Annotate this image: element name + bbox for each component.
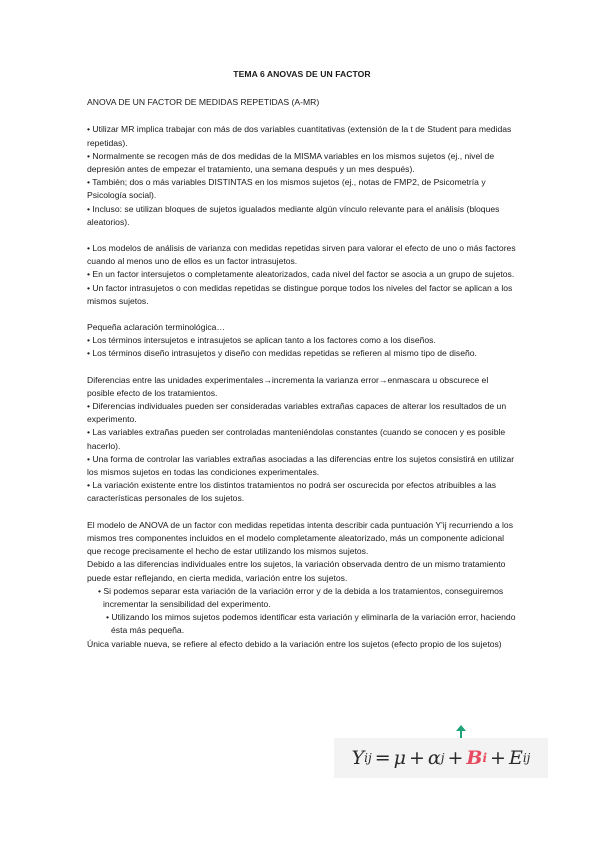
formula-alpha-sub: j: [440, 751, 445, 765]
block-terminology: [87, 321, 517, 361]
block-models: [87, 242, 517, 308]
paragraph: Única variable nueva, se refiere al efecto debido a la variación entre los sujetos (efecto propio de los sujetos): [87, 638, 502, 649]
block-differences: [87, 374, 517, 506]
paragraph-heading: Pequeña aclaración terminológica…: [87, 322, 226, 333]
formula-B-sub: i: [482, 751, 488, 765]
sub-sub-bullet: • Utilizando los mimos sujetos podemos identificar esta variación y eliminarla de la variación error, haciendo ésta más pequeña.: [106, 612, 516, 636]
block-model: [87, 519, 517, 651]
bullet: • Diferencias individuales pueden ser consideradas variables extrañas capaces de alterar los resultados de un experimento.: [87, 401, 507, 425]
bullet: • Los términos intersujetos e intrasujetos se aplican tanto a los factores como a los diseños.: [87, 335, 436, 346]
formula-Y-sub: ij: [364, 751, 372, 765]
document-page: [87, 68, 517, 651]
block-intro: [87, 123, 517, 229]
bullet: • Los modelos de análisis de varianza con medidas repetidas sirven para valorar el efecto de uno o más factores cuando al menos uno de ellos es un factor intrasujetos.: [87, 243, 516, 267]
formula-equals: =: [374, 747, 391, 769]
formula-E-sub: ij: [522, 751, 531, 765]
bullet: • Un factor intrasujetos o con medidas repetidas se distingue porque todos los niveles del factor se aplican a los mismos sujetos.: [87, 282, 513, 306]
formula-plus: +: [447, 747, 464, 769]
formula-Y: Y: [351, 747, 365, 769]
bullet: • La variación existente entre los distintos tratamientos no podrá ser oscurecida por efectos atribuibles a las características personales de los sujetos.: [87, 480, 497, 504]
bullet: • Normalmente se recogen más de dos medidas de la MISMA variables en los mismos sujetos (ej., nivel de depresión antes de empezar el tratamiento, una semana después y un mes después).: [87, 150, 495, 175]
formula-alpha: α: [427, 747, 441, 769]
formula-B: B: [466, 747, 483, 769]
paragraph: El modelo de ANOVA de un factor con medidas repetidas intenta describir cada puntuación Y'ij recurriendo a los mismos tres componentes incluidos en el modelo completamente aleatorizado, más un componente adicional que recoge precisamente el hecho de estar utilizando los mismos sujetos.: [87, 519, 514, 557]
bullet: • Incluso: se utilizan bloques de sujetos igualados mediante algún vínculo relevante para el análisis (bloques aleatorios).: [87, 203, 500, 227]
section-heading: ANOVA DE UN FACTOR DE MEDIDAS REPETIDAS (A-MR): [87, 97, 320, 108]
formula-plus: +: [490, 747, 506, 769]
formula-plus: +: [408, 747, 425, 769]
page-title: TEMA 6 ANOVAS DE UN FACTOR: [233, 69, 371, 79]
formula-mu: μ: [393, 747, 406, 769]
up-arrow-icon: [454, 725, 468, 739]
formula-image: [334, 738, 548, 778]
bullet: • En un factor intersujetos o completamente aleatorizados, cada nivel del factor se asocia a un grupo de sujetos.: [87, 269, 515, 280]
paragraph: Debido a las diferencias individuales entre los sujetos, la variación observada dentro de un mismo tratamiento puede estar reflejando, en cierta medida, variación entre los sujetos.: [87, 559, 506, 583]
bullet: • Utilizar MR implica trabajar con más de dos variables cuantitativas (extensión de la t de Student para medidas repetidas).: [87, 124, 512, 148]
bullet: • Una forma de controlar las variables extrañas asociadas a las diferencias entre los sujetos consistirá en utilizar los mismos sujetos en todas las condiciones experimentales.: [87, 453, 515, 478]
formula-E: E: [508, 747, 523, 769]
bullet: • También; dos o más variables DISTINTAS en los mismos sujetos (ej., notas de FMP2, de Psicometría y Psicología social).: [87, 177, 486, 201]
paragraph-heading: Diferencias entre las unidades experimentales→incrementa la varianza error→enmascara u obscurece el posible efecto de los tratamientos.: [87, 374, 489, 398]
bullet: • Los términos diseño intrasujetos y diseño con medidas repetidas se refieren al mismo tipo de diseño.: [87, 348, 477, 359]
bullet: • Las variables extrañas pueden ser controladas manteniéndolas constantes (cuando se conocen y es posible hacerlo).: [87, 427, 506, 451]
sub-bullet: • Si podemos separar esta variación de la variación error y de la debida a los tratamientos, conseguiremos incrementar la sensibilidad del experimento.: [98, 585, 504, 609]
